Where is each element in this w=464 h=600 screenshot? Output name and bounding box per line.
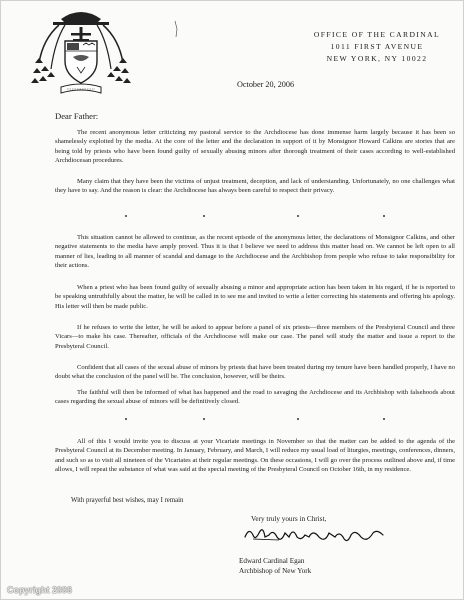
- letter-paragraph: This situation cannot be allowed to continue, as the recent episode of the anonymous letter, the declarations of Monsignor Calkins, and other negative statements to the media have amply proved. Thus it is that I believe we need to address this matter head on. We cannot be left open to all manner of lies, leading to all manner of scandal and damage to the Archdiocese and the Archbishop from people who refuse to take responsibility for their actions.: [55, 234, 455, 269]
- divider-dot: [125, 418, 127, 420]
- divider-dot: [203, 215, 205, 217]
- letter-paragraph: The recent anonymous letter criticizing my pastoral service to the Archdiocese has done immense harm largely because it has been so shamelessly exploited by the media. At the core of the letter and the declaration in support of it by Monsignor Howard Calkins are stories that are being told by priests who have been found guilty of sexually abusing minors after thorough treatment of their cases according to well-established Archdiocesan procedures.: [55, 129, 455, 164]
- divider-dot: [125, 215, 127, 217]
- letter-paragraph: All of this I would invite you to discuss at your Vicariate meetings in November so that the matter can be added to the agenda of the Presbyteral Council at its December meeting. In January, February, and March, I will reduce my usual load of liturgies, meetings, conferences, dinners, and such so as to visit all nineteen of the Vicariates at their regular meetings. On these occasions, I will go over the process outlined above and, if time allows, I will repeat the substance of what was said at the special meeting of the Presbyteral Council on October 16th, in my residence.: [55, 438, 455, 473]
- letterhead-line: OFFICE OF THE CARDINAL: [313, 30, 441, 39]
- divider-dot: [297, 215, 299, 217]
- valediction: Very truly yours in Christ,: [251, 515, 327, 523]
- letterhead-line: 1011 FIRST AVENUE: [330, 42, 424, 51]
- divider-dot: [383, 215, 385, 217]
- letter-paragraph: When a priest who has been found guilty of sexually abusing a minor and appropriate action has been taken in his regard, if he is reported to be speaking untruthfully about the matter, he will be called in to see me and invited to write a letter correcting his statements and offering his apology. His letter will then be made public.: [55, 284, 455, 310]
- ink-mark-icon: [173, 19, 181, 39]
- letter-paragraph: Many claim that they have been the victims of unjust treatment, deception, and lack of understanding. Unfortunately, no one challenges what they have to say. And the reason is clear: the Archdiocese has always been careful to respect their privacy.: [55, 178, 455, 195]
- signer-name: Edward Cardinal Egan: [239, 557, 305, 565]
- signer-title: Archbishop of New York: [239, 567, 312, 575]
- closing-line: With prayerful best wishes, may I remain: [71, 497, 184, 504]
- letter-paragraph: The faithful will then be informed of what has happened and the road to savaging the Archdiocese and its Archbishop with falsehoods about cases regarding the sexual abuse of minors will be definitively closed.: [55, 389, 455, 406]
- divider-dot: [297, 418, 299, 420]
- letterhead-address: [297, 29, 457, 65]
- divider-dot: [383, 418, 385, 420]
- letter-paragraph: Confident that all cases of the sexual abuse of minors by priests that have been treated during my tenure have been handled properly, I have no doubt what the conclusion of the panel will be. The conclusion, however, will be theirs.: [55, 364, 455, 381]
- letterhead-line: NEW YORK, NY 10022: [326, 54, 428, 63]
- letter-paragraph: If he refuses to write the letter, he will be asked to appear before a panel of six priests—three members of the Presbyteral Council and three Vicars—to make his case. Thereafter, officials of the Archdiocese will make our case. The panel will study the matter and issue a report to the Presbyteral Council.: [55, 324, 455, 350]
- section-divider: [55, 215, 455, 221]
- handwritten-signature-icon: [239, 523, 389, 547]
- salutation: Dear Father:: [55, 111, 99, 121]
- divider-dot: [203, 418, 205, 420]
- letter-date: October 20, 2006: [237, 80, 295, 89]
- cardinal-coat-of-arms-icon: [25, 5, 137, 101]
- section-divider: [55, 418, 455, 424]
- copyright-watermark: Copyright 2006: [7, 585, 73, 595]
